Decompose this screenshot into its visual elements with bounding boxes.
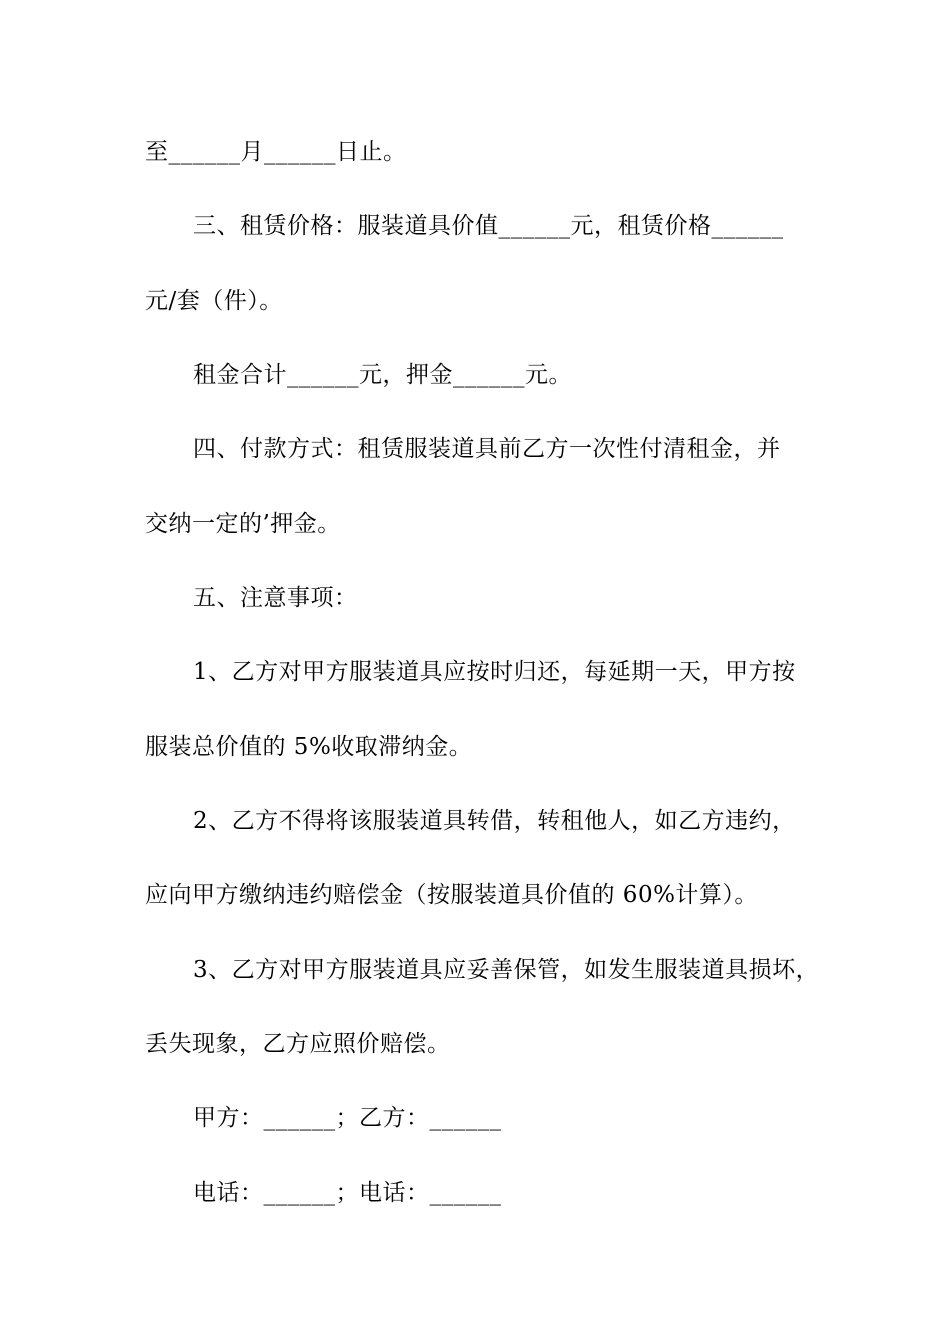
- clause-3-rental-price-cont: 元/套（件）。: [145, 288, 283, 314]
- clause-4-payment: 四、付款方式：租赁服装道具前乙方一次性付清租金，并: [193, 436, 781, 462]
- clause-5-heading: 五、注意事项：: [193, 585, 358, 611]
- clause-3-rental-price: 三、租赁价格：服装道具价值______元，租赁价格______: [193, 213, 784, 239]
- note-2: 2、乙方不得将该服装道具转借，转租他人，如乙方违约，: [193, 808, 796, 834]
- note-2-cont: 应向甲方缴纳违约赔偿金（按服装道具价值的 60%计算）。: [145, 882, 758, 908]
- text-line-date-end: 至______月______日止。: [145, 139, 407, 165]
- clause-4-payment-cont: 交纳一定的’押金。: [145, 511, 341, 537]
- party-signatures: 甲方：______；乙方：______: [193, 1105, 502, 1131]
- party-phones: 电话：______；电话：______: [193, 1180, 502, 1206]
- note-1-cont: 服装总价值的 5%收取滞纳金。: [145, 734, 473, 760]
- note-3-cont: 丢失现象，乙方应照价赔偿。: [145, 1031, 451, 1057]
- note-3: 3、乙方对甲方服装道具应妥善保管，如发生服装道具损坏，: [193, 957, 820, 983]
- note-1: 1、乙方对甲方服装道具应按时归还，每延期一天，甲方按: [193, 659, 796, 685]
- rent-total-deposit: 租金合计______元，押金______元。: [193, 362, 572, 388]
